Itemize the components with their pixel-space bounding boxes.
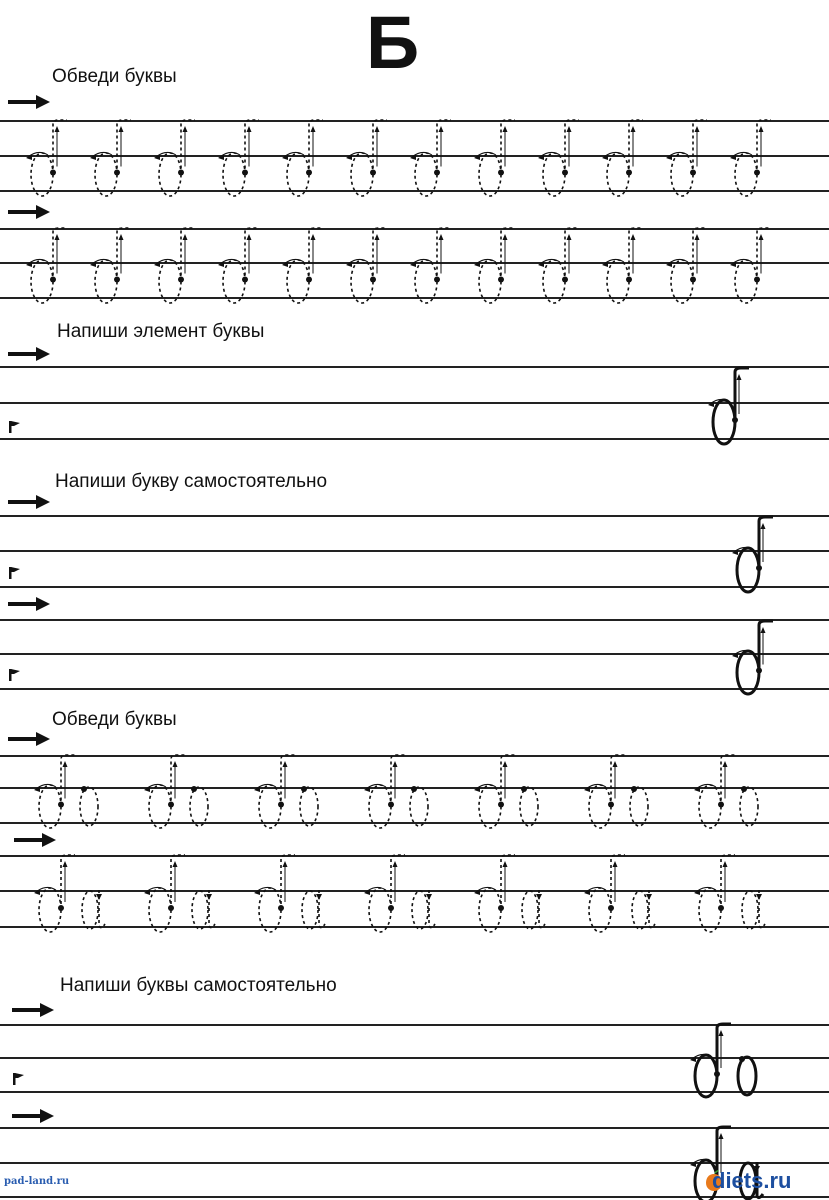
- traced-letter-o: [520, 786, 538, 826]
- traced-letter-be: [602, 228, 643, 303]
- traced-letter-be: [34, 855, 75, 932]
- traced-letter-be: [144, 755, 185, 828]
- traced-letter-be: [90, 228, 131, 303]
- watermark-right: diets.ru: [712, 1168, 792, 1193]
- model-letter-be: [690, 1024, 731, 1097]
- traced-letter-be: [584, 855, 625, 932]
- traced-letter-a: [302, 890, 325, 929]
- heading-trace-letters-2: Обведи буквы: [52, 709, 177, 730]
- traced-letter-be: [474, 120, 515, 196]
- model-letter-be: [732, 621, 773, 694]
- traced-letter-be: [364, 755, 405, 828]
- heading-write-letter: Напиши букву самостоятельно: [55, 471, 328, 492]
- traced-letter-o: [300, 786, 318, 826]
- heading-write-element: Напиши элемент буквы: [57, 321, 265, 342]
- traced-letter-o: [740, 786, 758, 826]
- model-letter-o: [738, 1056, 756, 1095]
- traced-letter-a: [82, 890, 105, 929]
- traced-letter-be: [538, 228, 579, 303]
- traced-letter-be: [584, 755, 625, 828]
- traced-letter-o: [190, 786, 208, 826]
- traced-letter-be: [282, 228, 323, 303]
- traced-letter-be: [666, 228, 707, 303]
- traced-letter-a: [742, 890, 765, 929]
- traced-letter-be: [474, 755, 515, 828]
- traced-letter-o: [630, 786, 648, 826]
- traced-letter-be: [410, 228, 451, 303]
- traced-letter-o: [80, 786, 98, 826]
- traced-letter-be: [602, 120, 643, 196]
- traced-letter-be: [474, 228, 515, 303]
- traced-letter-be: [218, 120, 259, 196]
- traced-letter-be: [154, 228, 195, 303]
- watermark-left: pad-land.ru: [4, 1176, 70, 1187]
- traced-letter-be: [538, 120, 579, 196]
- traced-letter-be: [346, 120, 387, 196]
- traced-letter-a: [632, 890, 655, 929]
- traced-letter-be: [694, 855, 735, 932]
- traced-letter-be: [144, 855, 185, 932]
- traced-letter-a: [192, 890, 215, 929]
- traced-letter-be: [730, 228, 771, 303]
- traced-letter-be: [410, 120, 451, 196]
- page-title-letter: Б: [366, 1, 420, 84]
- traced-letter-be: [364, 855, 405, 932]
- traced-letter-be: [90, 120, 131, 196]
- model-letter-be: [732, 517, 773, 592]
- traced-letter-be: [666, 120, 707, 196]
- traced-letter-be: [254, 855, 295, 932]
- traced-letter-be: [282, 120, 323, 196]
- traced-letter-be: [26, 228, 67, 303]
- traced-letter-be: [346, 228, 387, 303]
- traced-letter-be: [254, 755, 295, 828]
- traced-letter-be: [730, 120, 771, 196]
- traced-letter-a: [412, 890, 435, 929]
- traced-letter-be: [474, 855, 515, 932]
- traced-letter-be: [154, 120, 195, 196]
- heading-trace-letters: Обведи буквы: [52, 66, 177, 87]
- traced-letter-be: [26, 120, 67, 196]
- traced-letter-be: [34, 755, 75, 828]
- traced-letter-be: [218, 228, 259, 303]
- traced-letter-be: [694, 755, 735, 828]
- heading-write-letters: Напиши буквы самостоятельно: [60, 975, 337, 996]
- traced-letter-a: [522, 890, 545, 929]
- traced-letter-o: [410, 786, 428, 826]
- model-letter-element: [708, 368, 749, 444]
